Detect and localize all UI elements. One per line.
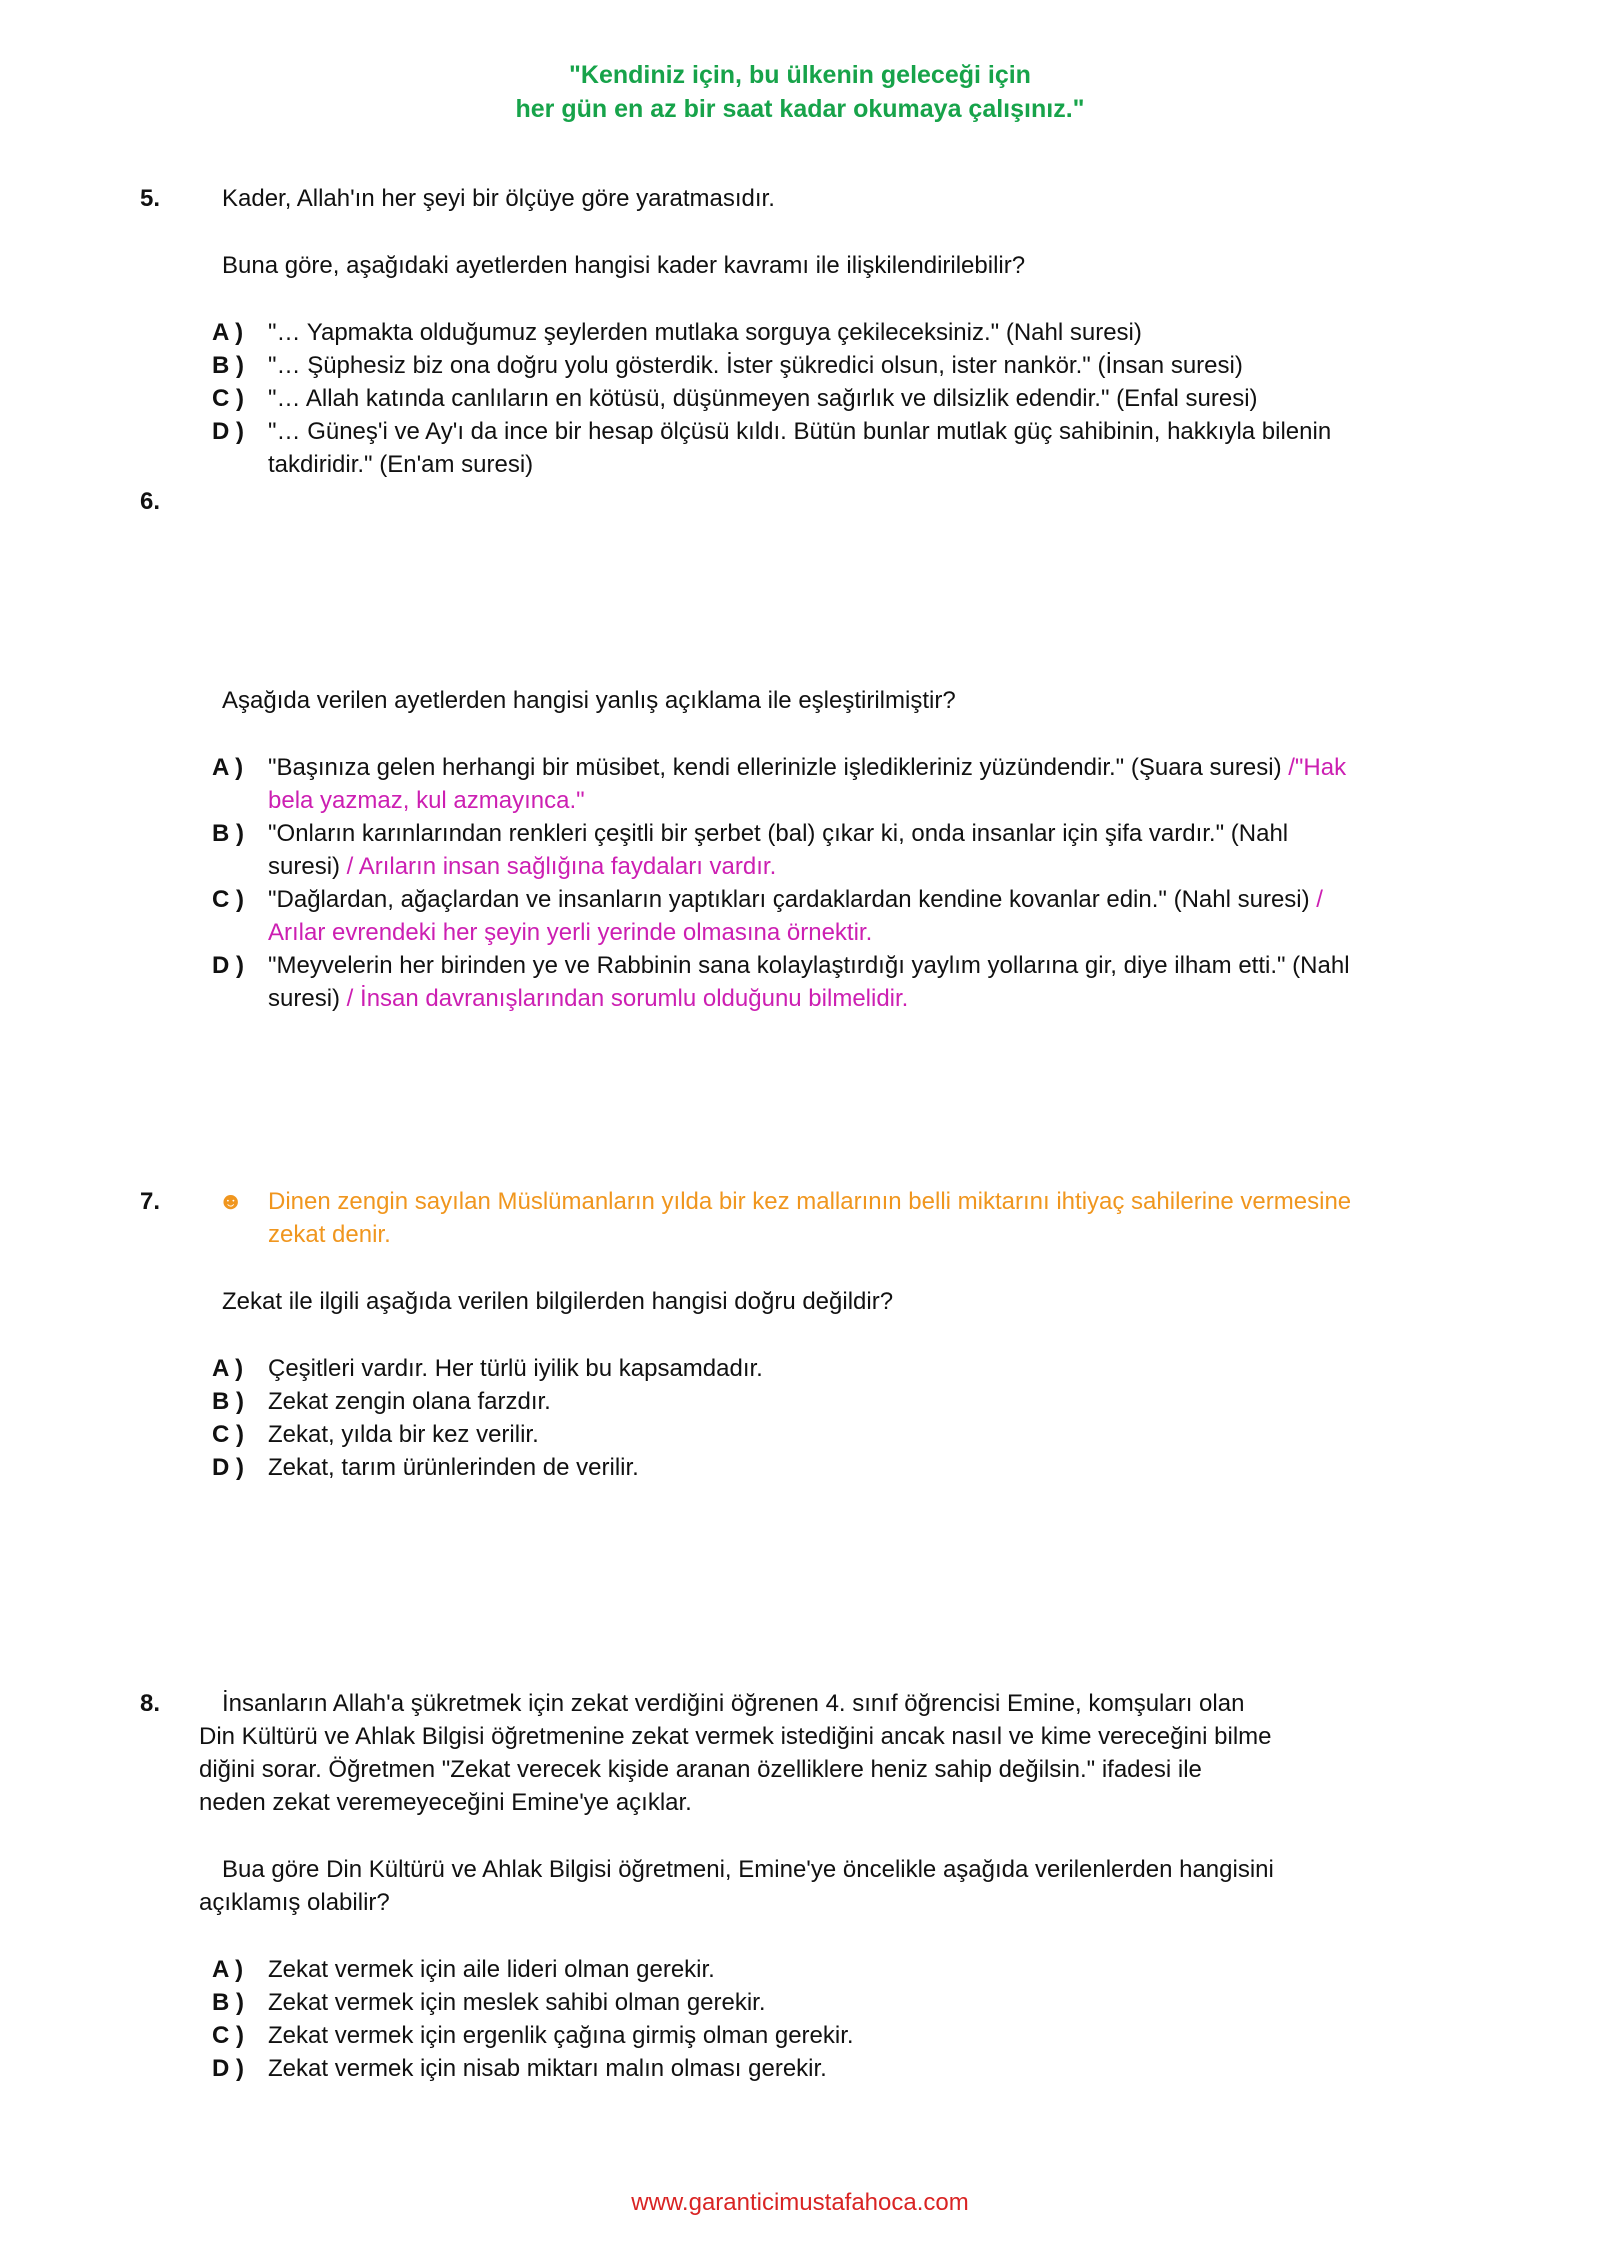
ayet-explanation: / Arıların insan sağlığına faydaları vardır.	[340, 853, 777, 880]
question-8-option-d[interactable]	[212, 2052, 1412, 2085]
question-5-option-d[interactable]	[212, 415, 1392, 481]
question-7-option-d[interactable]	[212, 1451, 1412, 1484]
option-label: B )	[212, 1989, 244, 2016]
option-text: Çeşitleri vardır. Her türlü iyilik bu kapsamdadır.	[268, 1355, 763, 1382]
question-6-option-a[interactable]	[212, 751, 1362, 817]
smiley-icon: ☻	[218, 1188, 244, 1215]
question-5-number: 5.	[140, 185, 161, 212]
question-6-number: 6.	[140, 488, 161, 515]
option-text: Zekat vermek için meslek sahibi olman gerekir.	[268, 1989, 766, 2016]
question-8-paragraph-line: Din Kültürü ve Ahlak Bilgisi öğretmenine zekat vermek istediğini ancak nasıl ve kime vereceğini bilme	[199, 1723, 1272, 1750]
question-8-option-b[interactable]	[212, 1986, 1412, 2019]
option-label: C )	[212, 1421, 244, 1448]
option-label: B )	[212, 352, 244, 379]
question-6-option-c[interactable]	[212, 883, 1362, 949]
footer-website-link[interactable]: www.garanticimustafahoca.com	[631, 2189, 969, 2216]
option-label: C )	[212, 2022, 244, 2049]
option-text: "… Şüphesiz biz ona doğru yolu gösterdik. İster şükredici olsun, ister nankör." (İnsan suresi)	[268, 352, 1243, 379]
question-8-prompt-line: Bua göre Din Kültürü ve Ahlak Bilgisi öğretmeni, Emine'ye öncelikle aşağıda verilenlerden hangisini	[222, 1856, 1274, 1883]
option-text: "… Yapmakta olduğumuz şeylerden mutlaka sorguya çekileceksiniz." (Nahl suresi)	[268, 319, 1142, 346]
option-text	[268, 751, 1362, 817]
option-label: A )	[212, 754, 244, 781]
option-text	[268, 949, 1362, 1015]
question-8-option-c[interactable]	[212, 2019, 1412, 2052]
option-label: D )	[212, 1454, 244, 1481]
question-7-option-c[interactable]	[212, 1418, 1412, 1451]
option-label: A )	[212, 1355, 244, 1382]
ayet-text: "Onların karınlarından renkleri çeşitli bir şerbet (bal) çıkar ki, onda insanlar için şifa vardır." (Nahl suresi)	[268, 820, 1289, 880]
option-text: Zekat, tarım ürünlerinden de verilir.	[268, 1454, 639, 1481]
question-7-prompt: Zekat ile ilgili aşağıda verilen bilgilerden hangisi doğru değildir?	[222, 1288, 894, 1315]
option-label: A )	[212, 319, 244, 346]
option-label: A )	[212, 1956, 244, 1983]
option-label: D )	[212, 2055, 244, 2082]
question-8-option-a[interactable]	[212, 1953, 1412, 1986]
question-8-paragraph-line: İnsanların Allah'a şükretmek için zekat verdiğini öğrenen 4. sınıf öğrencisi Emine, komşuları olan	[222, 1690, 1245, 1717]
question-6-option-b[interactable]	[212, 817, 1362, 883]
option-text: Zekat vermek için ergenlik çağına girmiş olman gerekir.	[268, 2022, 854, 2049]
option-text	[268, 817, 1362, 883]
option-text	[268, 883, 1362, 949]
option-label: B )	[212, 1388, 244, 1415]
motto-line-2: her gün en az bir saat kadar okumaya çalışınız."	[515, 95, 1085, 123]
question-8-paragraph-line: diğini sorar. Öğretmen "Zekat verecek kişide aranan özelliklere heniz sahip değilsin." ifadesi ile	[199, 1756, 1202, 1783]
ayet-explanation: /"Hak bela yazmaz, kul azmayınca."	[268, 754, 1347, 814]
question-5-option-b[interactable]	[212, 349, 1412, 382]
question-7-option-b[interactable]	[212, 1385, 1412, 1418]
ayet-explanation: / Arılar evrendeki her şeyin yerli yerinde olmasına örnektir.	[268, 886, 1323, 946]
question-8-prompt-line: açıklamış olabilir?	[199, 1889, 390, 1916]
ayet-text: "Başınıza gelen herhangi bir müsibet, kendi ellerinizle işledikleriniz yüzündendir." (Şuara suresi)	[268, 754, 1282, 781]
question-7-option-a[interactable]	[212, 1352, 1412, 1385]
option-text: Zekat, yılda bir kez verilir.	[268, 1421, 539, 1448]
question-5-prompt: Buna göre, aşağıdaki ayetlerden hangisi kader kavramı ile ilişkilendirilebilir?	[222, 252, 1026, 279]
question-5-option-a[interactable]	[212, 316, 1412, 349]
ayet-explanation: / İnsan davranışlarından sorumlu olduğunu bilmelidir.	[340, 985, 909, 1012]
option-text: "… Allah katında canlıların en kötüsü, düşünmeyen sağırlık ve dilsizlik edendir." (Enfal suresi)	[268, 385, 1258, 412]
option-label: D )	[212, 418, 244, 445]
question-5-option-c[interactable]	[212, 382, 1412, 415]
question-5-stem: Kader, Allah'ın her şeyi bir ölçüye göre yaratmasıdır.	[222, 185, 775, 212]
option-label: C )	[212, 886, 244, 913]
question-8-paragraph-line: neden zekat veremeyeceğini Emine'ye açıklar.	[199, 1789, 692, 1816]
option-text: Zekat vermek için aile lideri olman gerekir.	[268, 1956, 715, 1983]
question-6-option-d[interactable]	[212, 949, 1362, 1015]
option-label: C )	[212, 385, 244, 412]
option-label: D )	[212, 952, 244, 979]
question-7-number: 7.	[140, 1188, 161, 1215]
motto-line-1: "Kendiniz için, bu ülkenin geleceği için	[569, 61, 1031, 89]
motto-header	[0, 58, 1600, 126]
option-label: B )	[212, 820, 244, 847]
option-text: Zekat zengin olana farzdır.	[268, 1388, 551, 1415]
ayet-text: "Dağlardan, ağaçlardan ve insanların yaptıkları çardaklardan kendine kovanlar edin." (Nahl suresi)	[268, 886, 1310, 913]
option-text: Zekat vermek için nisab miktarı malın olması gerekir.	[268, 2055, 827, 2082]
ayet-text: "Meyvelerin her birinden ye ve Rabbinin sana kolaylaştırdığı yaylım yollarına gir, diye ilham etti." (Nahl suresi)	[268, 952, 1350, 1012]
question-6-prompt: Aşağıda verilen ayetlerden hangisi yanlış açıklama ile eşleştirilmiştir?	[222, 687, 956, 714]
question-7-info: Dinen zengin sayılan Müslümanların yılda bir kez mallarının belli miktarını ihtiyaç sahilerine vermesine zekat denir.	[268, 1188, 1352, 1248]
option-text: "… Güneş'i ve Ay'ı da ince bir hesap ölçüsü kıldı. Bütün bunlar mutlak güç sahibinin, hakkıyla bilenin takdiridir." (En'am suresi)	[268, 418, 1332, 478]
question-8-number: 8.	[140, 1690, 161, 1717]
